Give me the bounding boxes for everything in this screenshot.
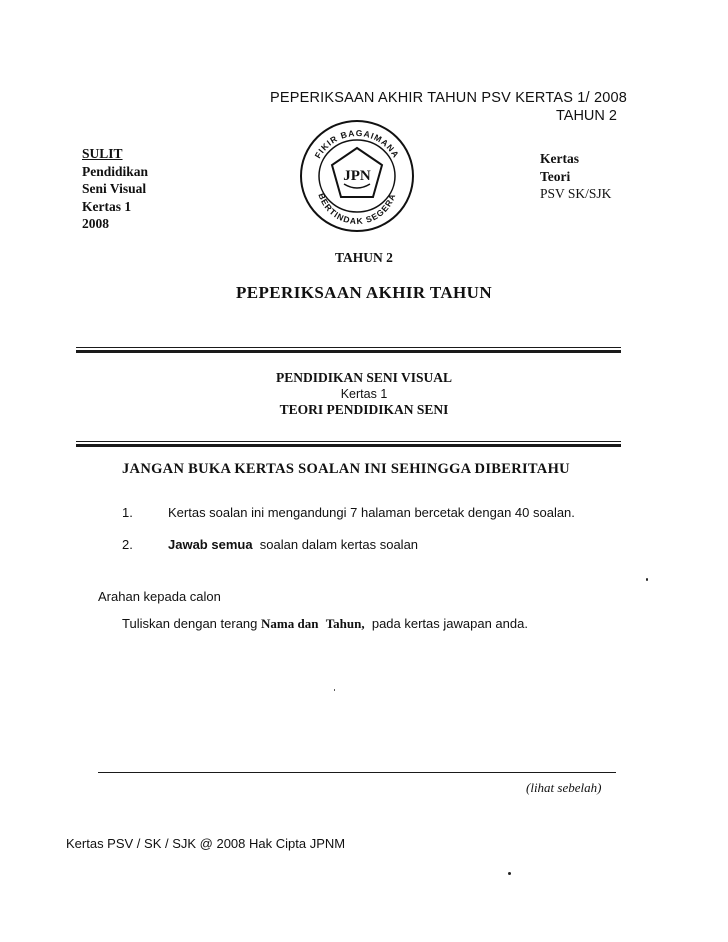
svg-text:JPN: JPN [343,168,371,184]
instruction-number: 2. [122,537,133,552]
divider-rule-thick [76,350,621,353]
main-title: PEPERIKSAAN AKHIR TAHUN [235,283,493,302]
tulis-pre: Tuliskan dengan terang [122,616,262,631]
right-info-block [540,150,611,203]
subject-title: PENDIDIKAN SENI VISUAL [275,370,453,385]
lihat-sebelah-note: (lihat sebelah) [526,780,602,795]
warning-text: JANGAN BUKA KERTAS SOALAN INI SEHINGGA DIBERITAHU [122,461,570,477]
tahun-heading: TAHUN 2 [335,250,393,265]
instruction-item-1 [122,505,575,520]
arahan-heading: Arahan kepada calon [98,589,221,604]
divider-rule-thin [76,347,621,348]
svg-text:BERTINDAK SEGERA: BERTINDAK SEGERA [316,191,398,227]
tulis-mid [318,616,325,631]
instruction-number: 1. [122,505,133,520]
scan-speck [646,578,648,581]
kertas-label: Kertas [540,151,579,166]
scan-speck [334,689,335,691]
divider-rule-thin-2 [76,441,621,442]
bottom-rule [98,772,616,773]
paper-label: Kertas 1 [82,198,132,214]
copyright-footer: Kertas PSV / SK / SJK @ 2008 Hak Cipta JPNM [66,836,346,851]
instruction-bold: Jawab semua [168,537,253,552]
left-info-block [82,145,148,233]
year-label: 2008 [82,216,109,231]
subject-line-1: Pendidikan [82,163,149,179]
school-type-label: PSV SK/SJK [540,186,612,201]
jpn-seal-logo [298,118,416,234]
subject-block [0,370,728,418]
teori-label: Teori [540,168,571,184]
subject-line-2: Seni Visual [82,181,147,196]
exam-header-year: TAHUN 2 [556,108,617,124]
svg-text:FIKIR BAGAIMANA: FIKIR BAGAIMANA [312,127,402,161]
instruction-text: Kertas soalan ini mengandungi 7 halaman bercetak dengan 40 soalan. [168,505,575,520]
subject-paper: Kertas 1 [340,387,388,401]
exam-header-title: PEPERIKSAAN AKHIR TAHUN PSV KERTAS 1/ 2008 [270,90,628,106]
tulis-bold-nama: Nama dan [261,616,319,631]
subject-theory: TEORI PENDIDIKAN SENI [279,402,449,417]
tulis-instruction [122,616,528,632]
tulis-post: pada kertas jawapan anda. [364,616,528,631]
sulit-label: SULIT [82,146,123,161]
instruction-item-2 [122,537,418,552]
scan-speck [508,872,511,875]
divider-rule-thick-2 [76,444,621,447]
instruction-text: soalan dalam kertas soalan [252,537,419,552]
tulis-bold-tahun: Tahun, [325,616,365,631]
